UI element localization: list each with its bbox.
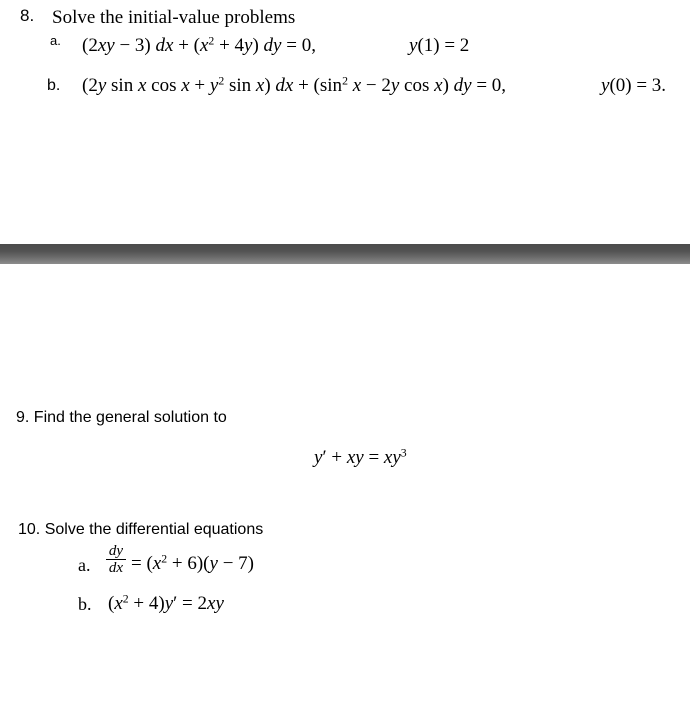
problem-8a-equation: (2xy − 3) dx + $(x^2 + 4y)$ dy = 0, xyxy=(82,34,316,56)
problem-8b-equation: (2y sin x $\cos x + y^2$ sin x) dx + ($\sin^2$ x − 2y cos x) dy = 0, xyxy=(82,74,507,96)
problem-10a-equation: = $(x^2 + 6)(y - 7)$ xyxy=(131,552,254,574)
fraction-denominator: dx xyxy=(108,560,124,576)
problem-9-equation: y′ + xy = $xy^3$ xyxy=(314,446,407,468)
fraction-numerator: dy xyxy=(108,543,124,559)
problem-9-title: 9. Find the general solution to xyxy=(16,409,227,426)
problem-8b-initial-condition: y(0) = 3. xyxy=(601,75,667,96)
problem-10-title: 10. Solve the differential equations xyxy=(18,521,264,538)
page-divider xyxy=(0,244,690,264)
problem-10b-label: b. xyxy=(78,594,92,614)
problem-8a-label: a. xyxy=(50,33,61,48)
problem-8-title: Solve the initial-value problems xyxy=(52,7,296,28)
problem-10a-label: a. xyxy=(78,555,91,575)
problem-10a-derivative-fraction xyxy=(106,543,126,576)
problem-8a-initial-condition: y(1) = 2 xyxy=(409,35,470,56)
problem-8b-label: b. xyxy=(47,77,61,94)
problem-10b-equation: $(x^2 + 4)y' = 2xy$ xyxy=(108,592,224,614)
problem-8-number: 8. xyxy=(20,6,35,25)
